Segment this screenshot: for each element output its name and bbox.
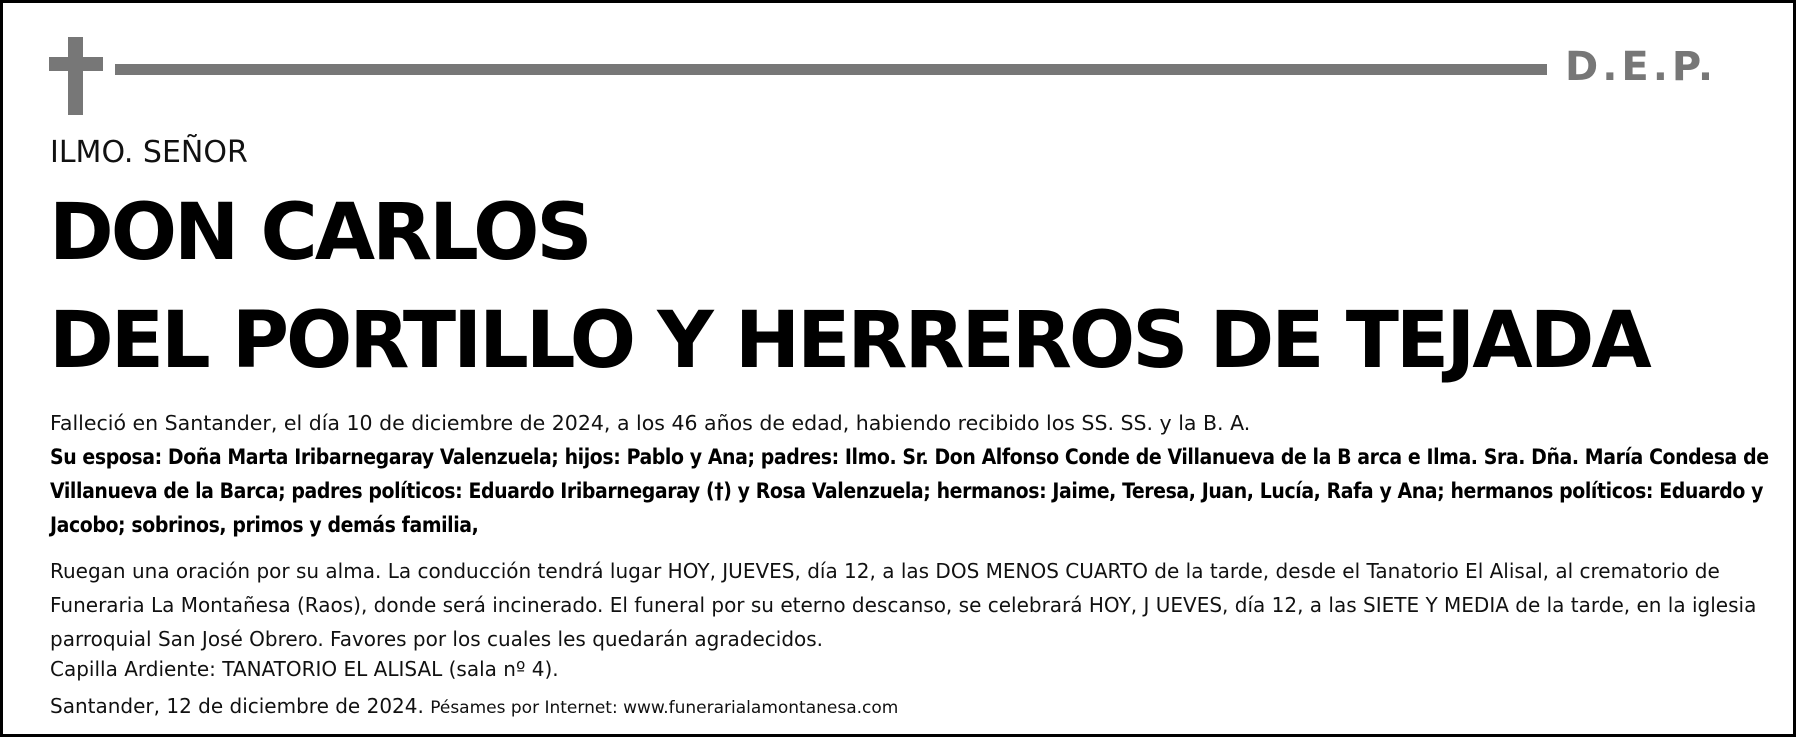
dep-label: D.E.P. <box>1565 44 1718 90</box>
place-date: Santander, 12 de diciembre de 2024. <box>50 694 424 718</box>
footer <box>50 687 1770 727</box>
deceased-name-line-1: DON CARLOS <box>49 188 590 278</box>
honorific: ILMO. SEÑOR <box>50 135 248 170</box>
header-row <box>49 37 1749 117</box>
cross-horizontal-bar <box>49 57 103 71</box>
family-list: Su esposa: Doña Marta Iribarnegaray Valenzuela; hijos: Pablo y Ana; padres: Ilmo. Sr. Don Alfonso Conde de Villanueva de la B arca e Ilma. Sra. Dña. María Condesa de Villanueva de la Barca; padres políticos: Eduardo Iribarnegaray (†) y Rosa Valenzuela; hermanos: Jaime, Teresa, Juan, Lucía, Rafa y Ana; hermanos políticos: Eduardo y Jacobo; sobrinos, primos y demás familia, <box>50 445 1769 537</box>
chapel-info: Capilla Ardiente: TANATORIO EL ALISAL (sala nº 4). <box>50 657 559 681</box>
cross-icon <box>49 37 103 115</box>
cross-vertical-bar <box>68 37 83 115</box>
header-divider <box>115 64 1547 75</box>
deceased-name-line-2: DEL PORTILLO Y HERREROS DE TEJADA <box>49 296 1649 386</box>
service-details: Ruegan una oración por su alma. La conducción tendrá lugar HOY, JUEVES, día 12, a las DOS MENOS CUARTO de la tarde, desde el Tanatorio El Alisal, al crematorio de Funeraria La Montañesa (Raos), donde será incinerado. El funeral por su eterno descanso, se celebrará HOY, J UEVES, día 12, a las SIETE Y MEDIA de la tarde, en la iglesia parroquial San José Obrero. Favores por los cuales les quedarán agradecidos. <box>50 559 1757 651</box>
condolences-website: Pésames por Internet: www.funerarialamontanesa.com <box>430 698 899 718</box>
death-statement: Falleció en Santander, el día 10 de diciembre de 2024, a los 46 años de edad, habiendo recibido los SS. SS. y la B. A. <box>50 411 1251 435</box>
